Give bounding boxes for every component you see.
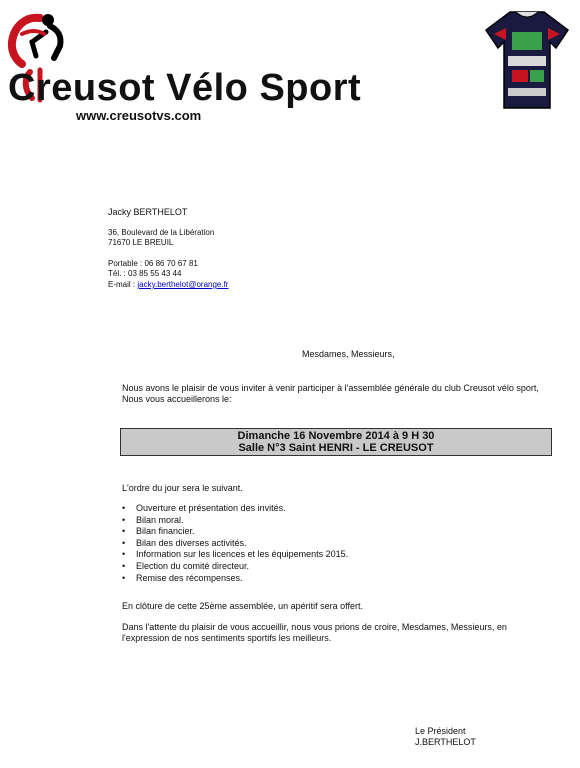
bullet-icon: • bbox=[122, 514, 126, 525]
bullet-icon: • bbox=[122, 549, 126, 560]
bullet-icon: • bbox=[122, 537, 126, 548]
agenda-item-text: Election du comité directeur. bbox=[136, 560, 250, 571]
agenda-item-text: Remise des récompenses. bbox=[136, 572, 243, 583]
agenda-list bbox=[122, 503, 348, 584]
signature bbox=[415, 726, 476, 748]
greeting: Mesdames, Messieurs, bbox=[302, 349, 395, 359]
final-paragraph: Dans l'attente du plaisir de vous accueillir, nous vous prions de croire, Mesdames, Messieurs, en l'expression de nos sentiments sportifs les meilleurs. bbox=[122, 622, 507, 643]
brand-name: Creusot Vélo Sport bbox=[8, 67, 362, 109]
agenda-item-text: Bilan moral. bbox=[136, 514, 184, 525]
list-item bbox=[122, 503, 348, 515]
list-item bbox=[122, 561, 348, 573]
list-item bbox=[122, 515, 348, 527]
event-date: Dimanche 16 Novembre 2014 à 9 H 30 bbox=[237, 430, 435, 442]
bullet-icon: • bbox=[122, 503, 126, 513]
agenda-intro: L'ordre du jour sera le suivant. bbox=[122, 483, 243, 493]
list-item bbox=[122, 549, 348, 561]
sender-email-line bbox=[108, 280, 228, 290]
agenda-item-text: Bilan financier. bbox=[136, 526, 195, 537]
intro-line-2: Nous vous accueillerons le: bbox=[122, 394, 232, 404]
agenda-item-text: Ouverture et présentation des invités. bbox=[136, 503, 286, 513]
website-url[interactable]: www.creusotvs.com bbox=[76, 108, 202, 123]
intro-line-1: Nous avons le plaisir de vous inviter à venir participer à l'assemblée générale du club Creusot vélo sport, bbox=[122, 383, 539, 393]
signature-name: J.BERTHELOT bbox=[415, 737, 476, 747]
sender-name: Jacky BERTHELOT bbox=[108, 207, 188, 217]
sender-address-line1: 36, Boulevard de la Libération bbox=[108, 228, 215, 237]
event-place: Salle N°3 Saint HENRI - LE CREUSOT bbox=[238, 442, 434, 454]
list-item bbox=[122, 526, 348, 538]
sender-email-label: E-mail : bbox=[108, 280, 138, 289]
event-box bbox=[120, 428, 552, 456]
bullet-icon: • bbox=[122, 560, 126, 571]
bullet-icon: • bbox=[122, 526, 126, 537]
sender-mobile: Portable : 06 86 70 67 81 bbox=[108, 259, 198, 268]
list-item bbox=[122, 573, 348, 585]
sender-address-line2: 71670 LE BREUIL bbox=[108, 238, 174, 247]
agenda-item-text: Information sur les licences et les équipements 2015. bbox=[136, 549, 349, 560]
intro-paragraph bbox=[122, 383, 542, 405]
list-item bbox=[122, 538, 348, 550]
sender-phone: Tél. : 03 85 55 43 44 bbox=[108, 269, 182, 278]
sender-email-link[interactable]: jacky.berthelot@orange.fr bbox=[137, 280, 229, 289]
agenda-item-text: Bilan des diverses activités. bbox=[136, 537, 247, 548]
club-jersey-icon bbox=[484, 8, 570, 112]
signature-title: Le Président bbox=[415, 726, 466, 736]
closing-sentence: En clôture de cette 25ème assemblée, un apéritif sera offert. bbox=[122, 601, 363, 611]
bullet-icon: • bbox=[122, 572, 126, 583]
